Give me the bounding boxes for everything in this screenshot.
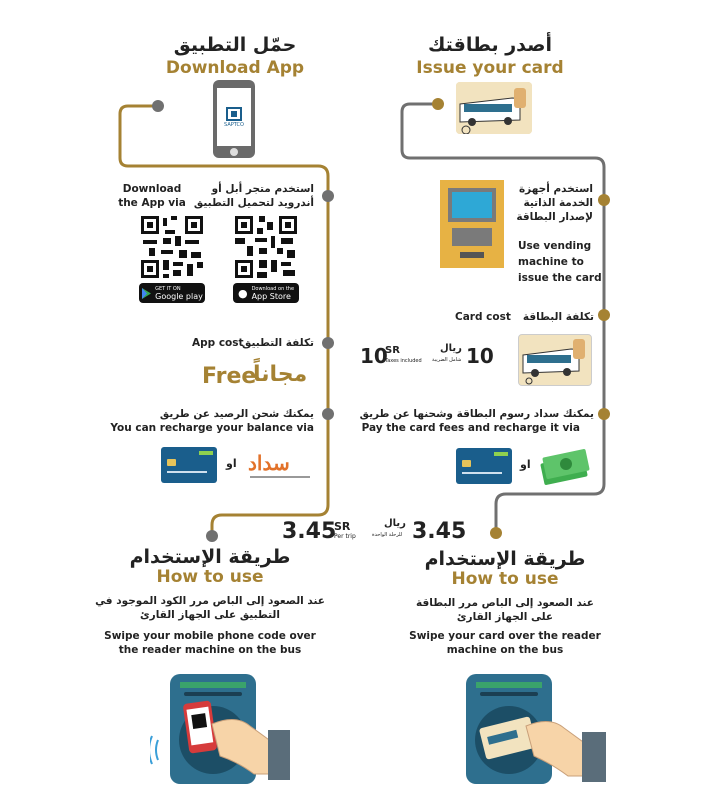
node-dot (598, 408, 610, 420)
card-cost-en: Card cost (455, 311, 511, 323)
vending-machine-icon (440, 180, 504, 268)
download-en: Download the App via (118, 183, 186, 209)
pay-en: Pay the card fees and recharge it via (361, 422, 580, 434)
app-store-button[interactable] (233, 283, 299, 303)
app-how-desc-ar: عند الصعود إلى الباص مرر الكود الموجود في التطبيق على الجهاز القارئ (95, 595, 325, 621)
phone-icon (213, 80, 255, 158)
google-play-small: GET IT ON (155, 286, 181, 292)
card-cost-ar: تكلفة البطاقة (522, 311, 594, 323)
recharge-en: You can recharge your balance via (110, 422, 314, 434)
sadad-underline (250, 476, 310, 478)
bus-card-image-2 (518, 334, 592, 386)
node-dot (322, 190, 334, 202)
app-price-note: Per trip (334, 533, 356, 540)
free-ar: مجاناً (253, 362, 308, 387)
card-price-unit: ريال (384, 518, 406, 529)
download-ar: استخدم متجر أبل أو أندرويد لتحميل التطبيق (193, 183, 314, 209)
app-or: او (226, 457, 237, 470)
app-title-ar: حمّل التطبيق (173, 34, 297, 56)
home-button-icon (230, 148, 238, 156)
vending-en: Use vending machine to issue the card (518, 240, 602, 284)
card-cost-sr-unit: SR (385, 345, 400, 356)
app-price-value: 3.45 (282, 519, 337, 544)
node-dot (432, 98, 444, 110)
card-cost-sr-value: 10 (360, 344, 388, 368)
app-how-en: How to use (156, 567, 264, 587)
app-how-ar: طريقة الإستخدام (129, 546, 291, 568)
app-cost-en: App cost (192, 337, 244, 349)
card-how-ar: طريقة الإستخدام (424, 548, 586, 570)
node-dot (206, 530, 218, 542)
app-cost-ar: تكلفة التطبيق (241, 337, 314, 349)
card-cost-ar-value: 10 (466, 344, 494, 368)
app-store-label: App Store (251, 292, 291, 301)
card-cost-ar-note: شامل الضريبة (432, 357, 462, 363)
node-dot (490, 527, 502, 539)
bus-icon (456, 82, 532, 134)
bus-card-image (456, 82, 532, 134)
card-how-desc-en: Swipe your card over the reader machine on the bus (409, 630, 601, 656)
google-play-button[interactable] (139, 283, 205, 303)
free-en: Free (202, 364, 257, 389)
card-cost-ar-unit: ريال (440, 343, 462, 354)
card-or: او (520, 458, 531, 471)
google-play-qr-icon[interactable] (139, 214, 205, 280)
node-dot (322, 337, 334, 349)
google-play-label: Google play (155, 292, 203, 301)
bus-icon (519, 335, 591, 385)
google-play-icon (141, 288, 151, 299)
card-how-en: How to use (451, 569, 559, 589)
bank-card-icon (161, 447, 217, 483)
phone-reader-illustration (150, 670, 290, 795)
pay-ar: يمكنك سداد رسوم البطاقة وشحنها عن طريق (359, 408, 594, 420)
recharge-ar: يمكنك شحن الرصيد عن طريق (159, 408, 314, 420)
apple-icon: ● (237, 286, 248, 300)
app-journey-path (120, 106, 328, 538)
cash-icon (540, 445, 592, 485)
card-how-desc-ar: عند الصعود إلى الباص مرر البطاقة على الجهاز القارئ (416, 597, 594, 623)
card-title-ar: أصدر بطاقتك (427, 34, 553, 56)
node-dot (598, 194, 610, 206)
app-store-small: Download on the (251, 286, 295, 292)
node-dot (152, 100, 164, 112)
card-title-en: Issue your card (416, 58, 564, 78)
app-price-unit: SR (334, 520, 351, 533)
card-price-note: للرحلة الواحدة (372, 532, 403, 538)
app-store-qr-icon[interactable] (233, 214, 299, 280)
app-title-en: Download App (165, 58, 305, 78)
app-how-desc-en: Swipe your mobile phone code over the reader machine on the bus (104, 630, 316, 656)
saptco-logo-icon (225, 106, 243, 122)
phone-logo-text: SAPTCO (224, 122, 244, 128)
card-cost-sr-note: Taxes included (385, 358, 422, 364)
node-dot (598, 309, 610, 321)
bank-card-icon-2 (456, 448, 512, 484)
vending-ar: استخدم أجهزة الخدمة الذاتية لإصدار البطاقة (516, 183, 593, 223)
sadad-logo: سداد (248, 451, 290, 475)
card-price-value: 3.45 (412, 519, 467, 544)
card-reader-illustration (460, 670, 610, 795)
